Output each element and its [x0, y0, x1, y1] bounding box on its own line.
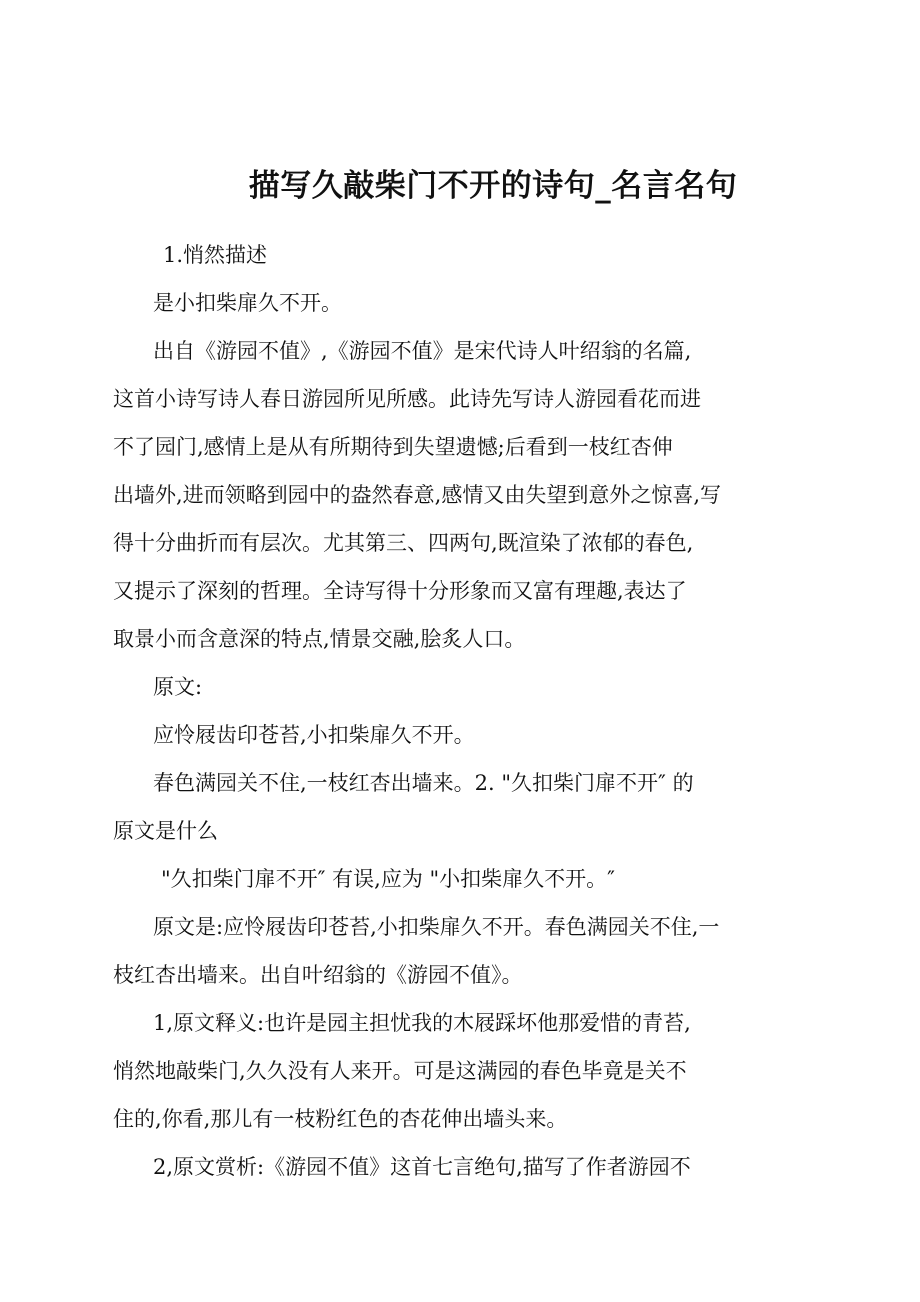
paragraph-line: 出自《游园不值》,《游园不值》是宋代诗人叶绍翁的名篇, [153, 339, 692, 363]
paragraph-line: 枝红杏出墙来。出自叶绍翁的《游园不值》。 [113, 963, 523, 987]
document-body [113, 231, 843, 1191]
paragraph-line: 原文: [153, 675, 203, 699]
paragraph-line: 2,原文赏析:《游园不值》这首七言绝句,描写了作者游园不 [153, 1155, 691, 1179]
section-heading: 原文是什么 [113, 819, 218, 843]
poem-line: 春色满园关不住,一枝红杏出墙来。2. "久扣柴门扉不开″ 的 [153, 771, 694, 795]
paragraph-line: "久扣柴门扉不开″ 有误,应为 "小扣柴扉久不开。″ [161, 867, 616, 891]
paragraph-line: 得十分曲折而有层次。尤其第三、四两句,既渲染了浓郁的春色, [113, 531, 694, 555]
paragraph-line: 住的,你看,那儿有一枝粉红色的杏花伸出墙头来。 [113, 1107, 568, 1131]
paragraph-line: 是小扣柴扉久不开。 [153, 291, 342, 315]
section-heading: 1.悄然描述 [163, 243, 268, 267]
paragraph-line: 取景小而含意深的特点,情景交融,脍炙人口。 [113, 627, 526, 651]
poem-line: 应怜屐齿印苍苔,小扣柴扉久不开。 [153, 723, 475, 747]
paragraph-line: 又提示了深刻的哲理。全诗写得十分形象而又富有理趣,表达了 [113, 579, 687, 603]
paragraph-line: 这首小诗写诗人春日游园所见所感。此诗先写诗人游园看花而进 [113, 387, 701, 411]
paragraph-line: 原文是:应怜屐齿印苍苔,小扣柴扉久不开。春色满园关不住,一 [153, 915, 720, 939]
paragraph-line: 出墙外,进而领略到园中的盎然春意,感情又由失望到意外之惊喜,写 [113, 483, 722, 507]
page-title: 描写久敲柴门不开的诗句_名言名句 [248, 168, 738, 204]
paragraph-line: 悄然地敲柴门,久久没有人来开。可是这满园的春色毕竟是关不 [113, 1059, 687, 1083]
paragraph-line: 不了园门,感情上是从有所期待到失望遗憾;后看到一枝红杏伸 [113, 435, 673, 459]
paragraph-line: 1,原文释义:也许是园主担忧我的木屐踩坏他那爱惜的青苔, [153, 1011, 691, 1035]
